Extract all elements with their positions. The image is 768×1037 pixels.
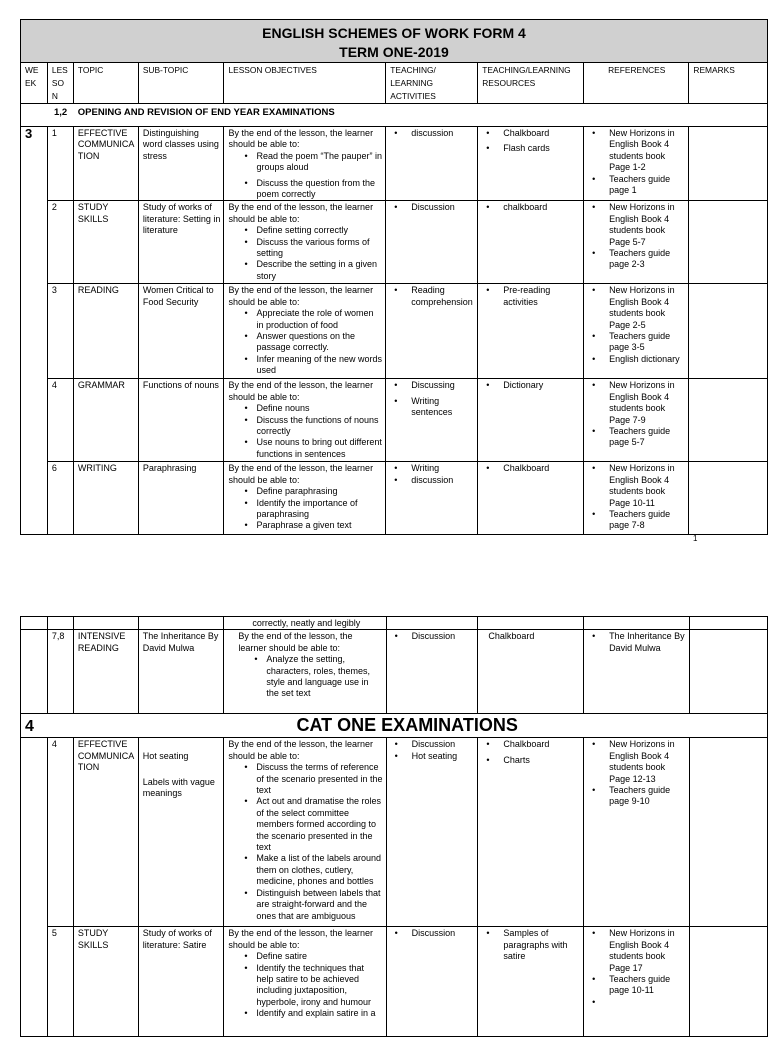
remarks <box>689 201 768 284</box>
objectives <box>224 379 386 462</box>
scheme-table-page-1 <box>20 19 768 535</box>
subtopic: Distinguishing word classes using stress <box>138 127 224 201</box>
references <box>584 127 689 201</box>
activity-item: • Discussion <box>390 202 474 213</box>
reference-item: • Teachers guide page 3-5 <box>588 331 685 354</box>
activities <box>386 630 478 714</box>
objectives-intro: By the end of the lesson, the learner should be able to: <box>238 631 353 653</box>
objectives <box>224 630 386 714</box>
resource-item: • Samples of paragraphs with satire <box>482 928 580 962</box>
lesson-number: 2 <box>47 201 73 284</box>
remarks <box>689 738 767 927</box>
subtopic: Study of works of literature: Setting in literature <box>138 201 224 284</box>
resource-item: • Chalkboard <box>482 739 580 750</box>
objective-item: • Answer questions on the passage correctly. <box>228 331 382 354</box>
reference-item: • Teachers guide page 1 <box>588 174 685 197</box>
title-block <box>21 20 768 63</box>
table-row <box>21 630 768 714</box>
objective-item: • Read the poem “The pauper” in groups aloud <box>228 151 382 174</box>
objective-item: • Discuss the question from the poem correctly <box>228 178 382 201</box>
objectives <box>224 127 386 201</box>
objective-item: • Define setting correctly <box>228 225 382 236</box>
objectives-intro: By the end of the lesson, the learner should be able to: <box>228 128 374 150</box>
objective-item: • Analyze the setting, characters, roles, themes, style and language use in the set text <box>238 654 382 700</box>
objectives <box>224 284 386 379</box>
resource-item: • Chalkboard <box>482 463 580 474</box>
reference-item: • Teachers guide page 7-8 <box>588 509 685 532</box>
reference-item: • Teachers guide page 2-3 <box>588 248 685 271</box>
objective-item: • Make a list of the labels around them on clothes, cutlery, medicine, phones and bottles <box>228 853 382 887</box>
header-remarks: REMARKS <box>689 63 768 104</box>
remarks <box>689 284 768 379</box>
term-title: TERM ONE-2019 <box>339 44 449 60</box>
topic: EFFECTIVE COMMUNICA TION <box>73 738 138 927</box>
activity-item: • Discussing <box>390 380 474 391</box>
objective-item: • Use nouns to bring out different functions in sentences <box>228 437 382 460</box>
header-week: WE EK <box>21 63 48 104</box>
table-row <box>21 127 768 201</box>
references <box>584 630 690 714</box>
resources <box>478 379 584 462</box>
resources <box>478 201 584 284</box>
resource-item: • Dictionary <box>482 380 580 391</box>
activities <box>386 738 478 927</box>
objectives-intro: By the end of the lesson, the learner should be able to: <box>228 285 374 307</box>
activity-item: • Discussion <box>391 928 475 939</box>
reference-item: • New Horizons in English Book 4 students book Page 7-9 <box>588 380 685 426</box>
table-row <box>21 462 768 535</box>
page-number: 1 <box>693 534 698 543</box>
resources <box>478 927 584 1037</box>
activity-item: • Discussion <box>391 631 475 642</box>
scheme-table-page-2 <box>20 616 768 1037</box>
opening-lesson: 1,2 <box>54 107 68 118</box>
topic: GRAMMAR <box>73 379 138 462</box>
topic: STUDY SKILLS <box>73 201 138 284</box>
objectives <box>224 738 386 927</box>
cat-title: CAT ONE EXAMINATIONS <box>47 714 767 738</box>
continued-objective: correctly, neatly and legibly <box>224 617 386 630</box>
references <box>584 738 690 927</box>
references <box>584 201 689 284</box>
objective-item: • Act out and dramatise the roles of the select committee members formed according to the scenario presented in the text <box>228 796 382 853</box>
reference-item: • The Inheritance By David Mulwa <box>588 631 686 654</box>
header-subtopic: SUB-TOPIC <box>138 63 224 104</box>
objective-item: • Discuss the terms of reference of the scenario presented in the text <box>228 762 382 796</box>
table-row <box>21 379 768 462</box>
objective-item: • Appreciate the role of women in production of food <box>228 308 382 331</box>
week-number: 3 <box>21 127 48 535</box>
lesson-number: 1 <box>47 127 73 201</box>
lesson-number: 7,8 <box>47 630 73 714</box>
objective-item: • Infer meaning of the new words used <box>228 354 382 377</box>
subtopic: The Inheritance By David Mulwa <box>138 630 224 714</box>
references <box>584 379 689 462</box>
objectives-intro: By the end of the lesson, the learner should be able to: <box>228 928 374 950</box>
subtopic <box>138 738 224 927</box>
activity-item: • Writing sentences <box>390 396 474 419</box>
reference-item: • English dictionary <box>588 354 685 365</box>
reference-item: • Teachers guide page 10-11 <box>588 974 686 997</box>
objective-item: • Distinguish between labels that are straight-forward and the ones that are ambiguous <box>228 888 382 922</box>
reference-item: • Teachers guide page 9-10 <box>588 785 686 808</box>
reference-item: • New Horizons in English Book 4 students book Page 17 <box>588 928 686 974</box>
cat-row <box>21 714 768 738</box>
activities <box>386 379 478 462</box>
reference-item: • New Horizons in English Book 4 students book Page 5-7 <box>588 202 685 248</box>
lesson-number: 6 <box>47 462 73 535</box>
references <box>584 927 690 1037</box>
activities <box>386 927 478 1037</box>
activities <box>386 127 478 201</box>
objectives <box>224 462 386 535</box>
references <box>584 462 689 535</box>
topic: STUDY SKILLS <box>73 927 138 1037</box>
topic: EFFECTIVE COMMUNICA TION <box>73 127 138 201</box>
lesson-number: 3 <box>47 284 73 379</box>
resource-item: • Chalkboard <box>482 128 580 139</box>
resources <box>478 462 584 535</box>
resource-item: • chalkboard <box>482 202 580 213</box>
week-number: 4 <box>21 714 48 738</box>
objectives-intro: By the end of the lesson, the learner should be able to: <box>228 463 374 485</box>
table-row <box>21 927 768 1037</box>
objective-item: • Paraphrase a given text <box>228 520 382 531</box>
reference-item: • New Horizons in English Book 4 students book Page 1-2 <box>588 128 685 174</box>
subtopic-line: Labels with vague meanings <box>142 776 215 799</box>
subtopic: Functions of nouns <box>138 379 224 462</box>
activity-item: • discussion <box>390 128 474 139</box>
activity-item: • Reading comprehension <box>390 285 474 308</box>
table-row <box>21 617 768 630</box>
remarks <box>689 630 767 714</box>
subtopic: Paraphrasing <box>138 462 224 535</box>
objective-item: • Describe the setting in a given story <box>228 259 382 282</box>
objectives-intro: By the end of the lesson, the learner should be able to: <box>228 380 374 402</box>
header-resources: TEACHING/LEARNING RESOURCES <box>478 63 584 104</box>
objective-item: • Discuss the various forms of setting <box>228 237 382 260</box>
subtopic: Women Critical to Food Security <box>138 284 224 379</box>
resources <box>478 127 584 201</box>
remarks <box>689 927 767 1037</box>
objective-item: • Identify the importance of paraphrasing <box>228 498 382 521</box>
resources: Chalkboard <box>478 630 584 714</box>
resources <box>478 284 584 379</box>
lesson-number: 4 <box>47 738 73 927</box>
topic: INTENSIVE READING <box>73 630 138 714</box>
opening-text: OPENING AND REVISION OF END YEAR EXAMINATIONS <box>77 107 335 118</box>
activities <box>386 284 478 379</box>
objectives-intro: By the end of the lesson, the learner should be able to: <box>228 739 374 761</box>
objectives <box>224 201 386 284</box>
objectives-intro: By the end of the lesson, the learner should be able to: <box>228 202 374 224</box>
activity-item: • Writing <box>390 463 474 474</box>
activity-item: • Discussion <box>391 739 475 750</box>
activity-item: • Hot seating <box>391 751 475 762</box>
references <box>584 284 689 379</box>
topic: WRITING <box>73 462 138 535</box>
activities <box>386 201 478 284</box>
activity-item: • discussion <box>390 475 474 486</box>
resource-item: • Charts <box>482 755 580 766</box>
objectives <box>224 927 386 1037</box>
header-topic: TOPIC <box>73 63 138 104</box>
objective-item: • Identify the techniques that help satire to be achieved including juxtaposition, hyperbole, irony and humour <box>228 963 382 1009</box>
reference-item: • Teachers guide page 5-7 <box>588 426 685 449</box>
topic: READING <box>73 284 138 379</box>
header-activities: TEACHING/ LEARNING ACTIVITIES <box>386 63 478 104</box>
table-row <box>21 738 768 927</box>
reference-item: • New Horizons in English Book 4 students book Page 12-13 <box>588 739 686 785</box>
objective-item: • Identify and explain satire in a <box>228 1008 382 1019</box>
opening-row <box>21 104 768 127</box>
resource-item: • Pre-reading activities <box>482 285 580 308</box>
lesson-number: 5 <box>47 927 73 1037</box>
table-row <box>21 201 768 284</box>
header-objectives: LESSON OBJECTIVES <box>224 63 386 104</box>
header-references: REFERENCES <box>584 63 689 104</box>
header-lesson: LES SO N <box>47 63 73 104</box>
subtopic-line: Hot seating <box>142 751 189 762</box>
objective-item: • Define satire <box>228 951 382 962</box>
table-row <box>21 284 768 379</box>
remarks <box>689 379 768 462</box>
lesson-number: 4 <box>47 379 73 462</box>
remarks <box>689 462 768 535</box>
reference-item: • New Horizons in English Book 4 students book Page 2-5 <box>588 285 685 331</box>
activities <box>386 462 478 535</box>
resources <box>478 738 584 927</box>
remarks <box>689 127 768 201</box>
subtopic: Study of works of literature: Satire <box>138 927 224 1037</box>
objective-item: • Discuss the functions of nouns correctly <box>228 415 382 438</box>
document-title: ENGLISH SCHEMES OF WORK FORM 4 <box>262 25 526 41</box>
resource-item: • Flash cards <box>482 143 580 154</box>
header-row <box>21 63 768 104</box>
objective-item: • Define nouns <box>228 403 382 414</box>
objective-item: • Define paraphrasing <box>228 486 382 497</box>
reference-item: • New Horizons in English Book 4 students book Page 10-11 <box>588 463 685 509</box>
